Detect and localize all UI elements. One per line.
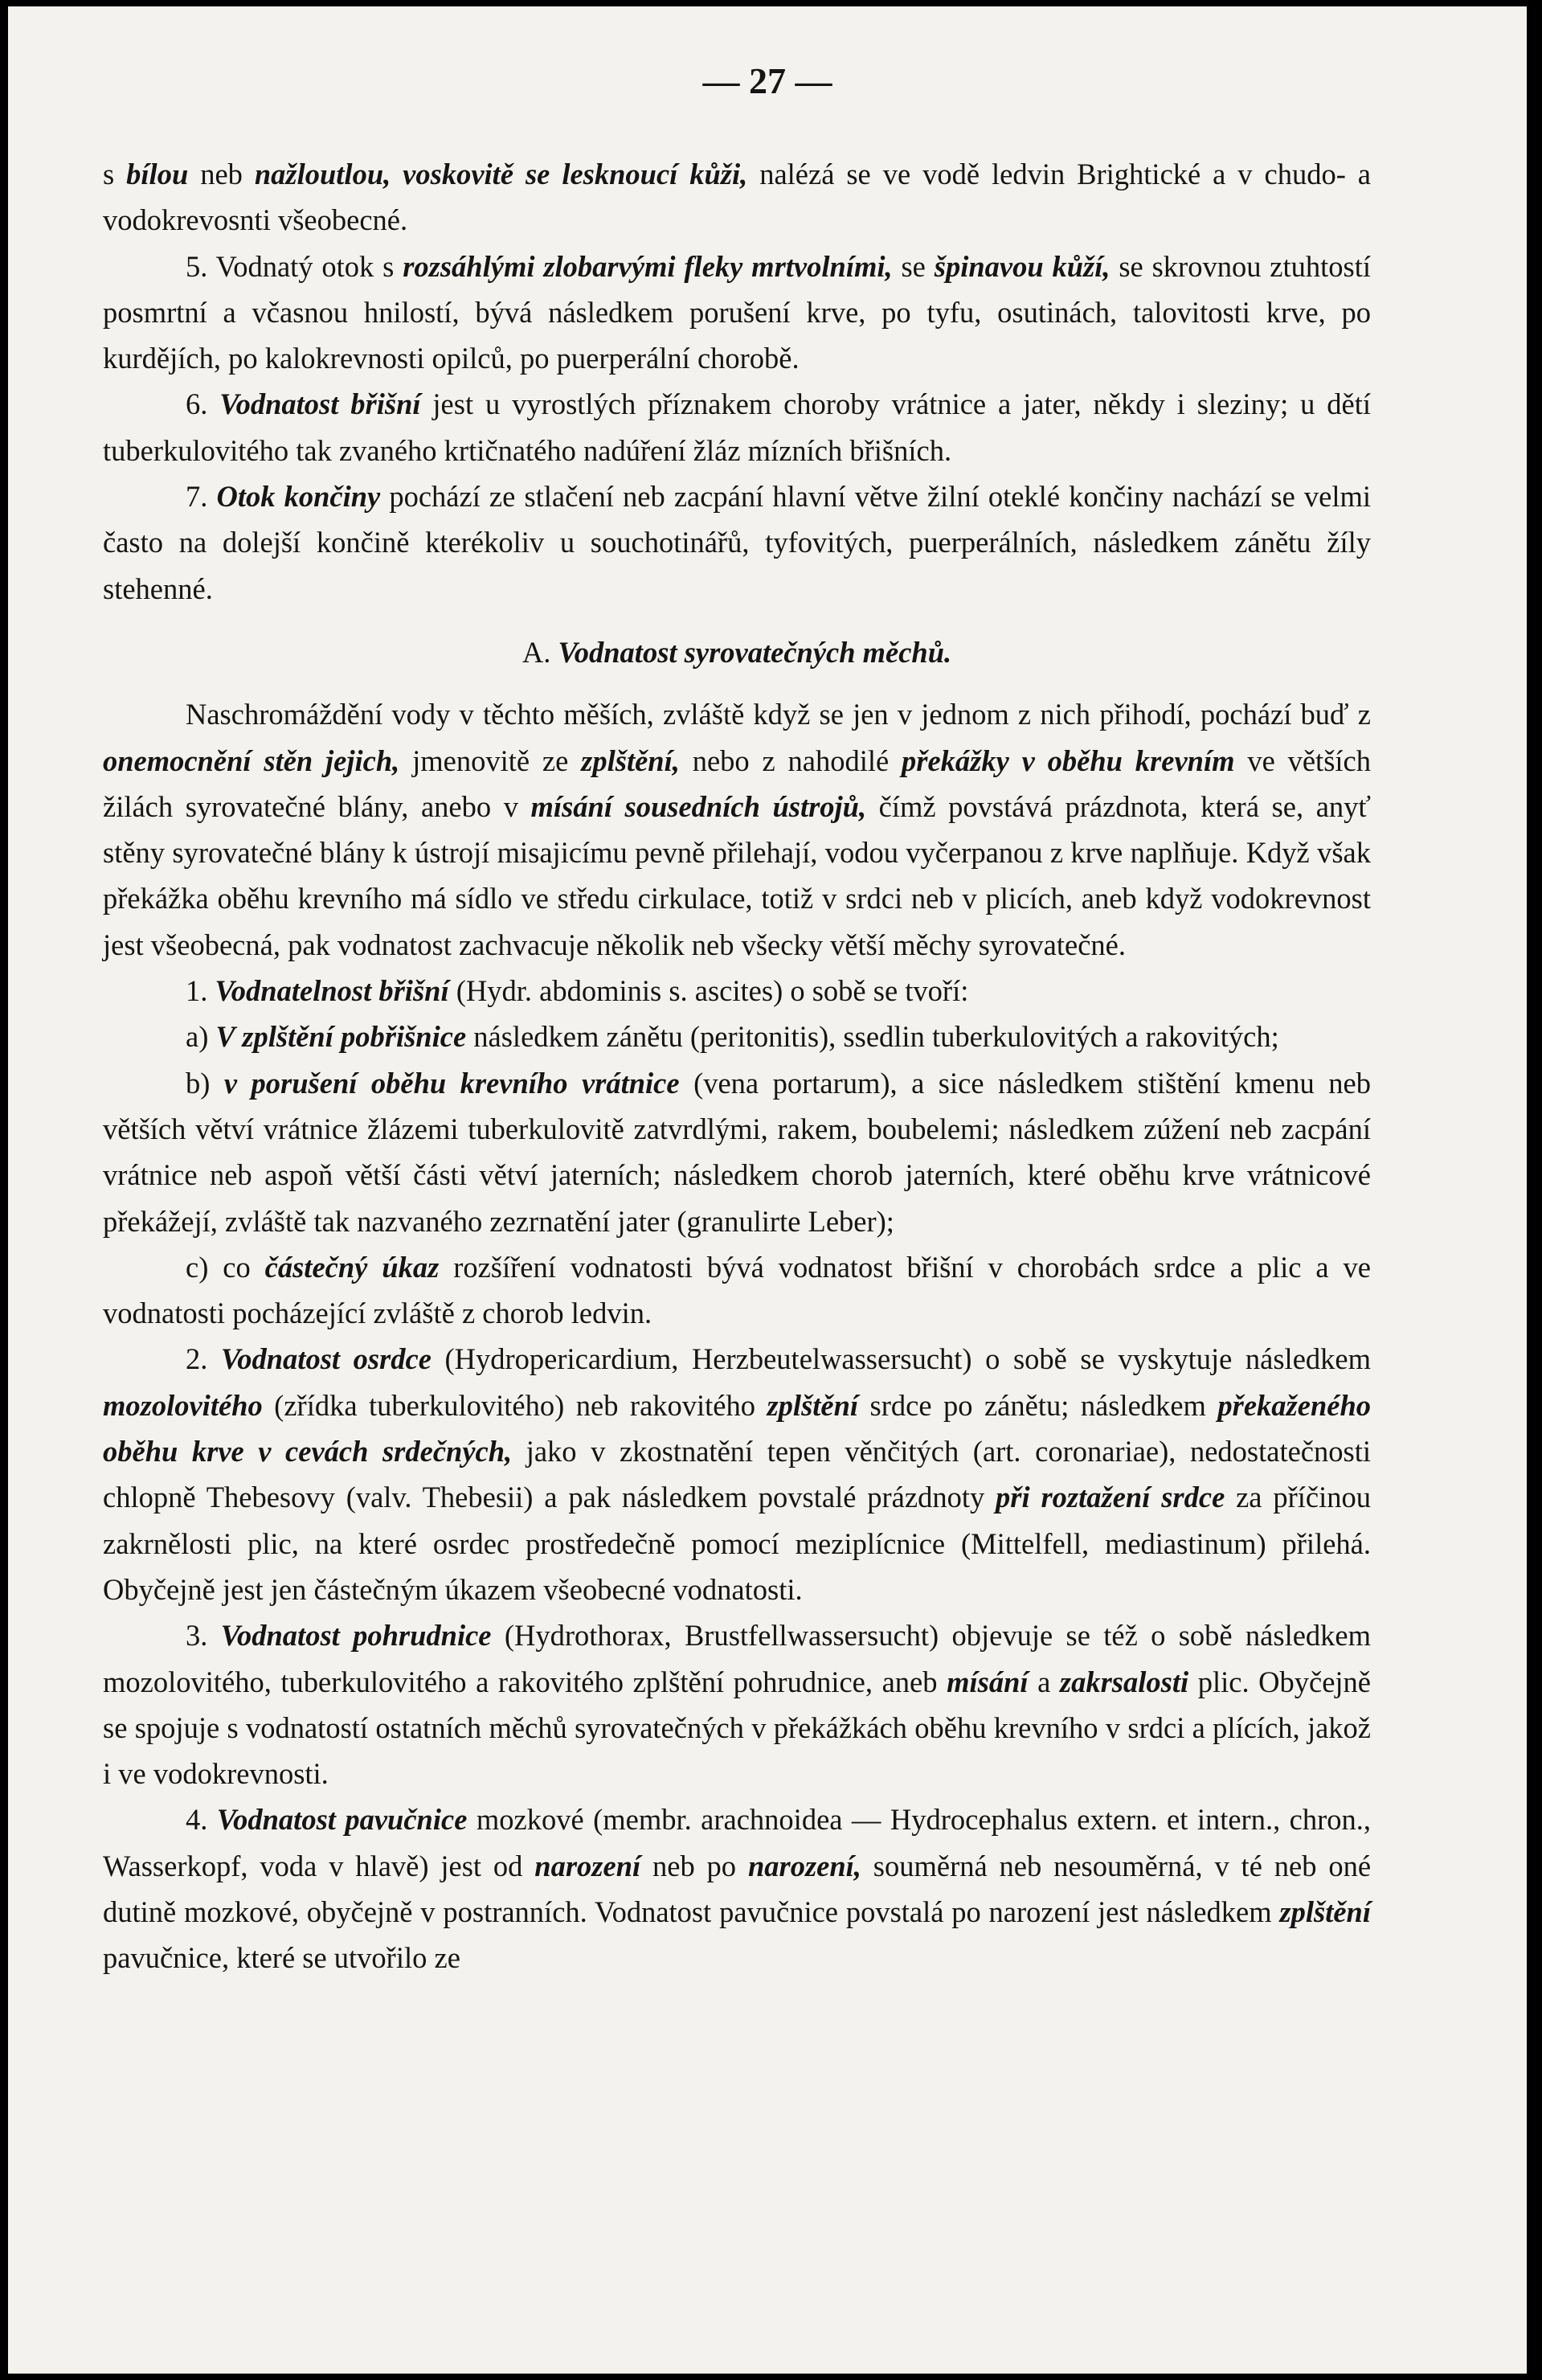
text-run: ve větších žilách syrovatečné blány, anebo v bbox=[103, 743, 1371, 823]
text-run: jmenovitě ze bbox=[399, 743, 582, 777]
section-heading bbox=[103, 629, 1371, 675]
emphasis-run: mísání bbox=[947, 1665, 1029, 1698]
paragraph bbox=[103, 1060, 1371, 1244]
text-run: následkem zánětu (peritonitis), ssedlin tuberkulovitých a rakovitých; bbox=[466, 1020, 1279, 1054]
emphasis-run: Vodnatost břišní bbox=[219, 387, 421, 421]
emphasis-run: mísání sousedních ústrojů, bbox=[530, 789, 867, 823]
text-run: srdce po zánětu; následkem bbox=[858, 1388, 1218, 1422]
paragraph bbox=[103, 1612, 1371, 1796]
emphasis-run: částečný úkaz bbox=[264, 1250, 440, 1284]
text-run: nebo z nahodilé bbox=[679, 743, 902, 777]
text-run: souměrná neb nesouměrná, v té neb oné dutině mozkové, obyčejně v postranních. Vodnatost pavučnice povstalá po narození jest následkem bbox=[103, 1849, 1372, 1928]
text-run: Naschromáždění vody v těchto měších, zvláště když se jen v jednom z nich přihodí, pochází buď z bbox=[186, 698, 1371, 731]
emphasis-run: zplštění, bbox=[581, 743, 680, 777]
page-sheet bbox=[8, 6, 1527, 2374]
page-number: — 27 — bbox=[702, 60, 832, 101]
paragraph bbox=[103, 1336, 1371, 1612]
paragraph bbox=[103, 691, 1371, 968]
text-run: s bbox=[103, 158, 127, 190]
emphasis-run: překaženého oběhu krve v cevách srdečných, bbox=[103, 1388, 1371, 1469]
text-run: (Hydrothorax, Brustfellwassersucht) objevuje se též o sobě následkem mozolovitého, tuberkulovitého a rakovitého zplštění pohrudnice, aneb bbox=[103, 1619, 1372, 1698]
text-run: čímž povstává prázdnota, která se, anyť stěny syrovatečné blány k ústrojí misajicímu pevně přilehají, vodou vyčerpanou z krve naplňuje. Když však překážka oběhu krevního má sídlo ve středu cirkulace, totiž v srdci neb v plicích, aneb když vodokrevnost jest všeobecná, pak vodnatost zachvacuje několik neb všecky větší měchy syrovatečné. bbox=[103, 789, 1371, 961]
paragraph bbox=[103, 151, 1371, 244]
text-run: plic. Obyčejně se spojuje s vodnatostí ostatních měchů syrovatečných v překážkách oběhu krevního v srdci a plících, jakož i ve vodokrevnosti. bbox=[103, 1665, 1372, 1791]
paragraph bbox=[103, 968, 1371, 1014]
emphasis-run: narození bbox=[534, 1849, 641, 1882]
emphasis-run: Vodnatost osrdce bbox=[220, 1342, 432, 1376]
emphasis-run: rozsáhlými zlobarvými fleky mrtvolními, bbox=[403, 249, 893, 283]
emphasis-run: zplštění bbox=[767, 1388, 859, 1422]
emphasis-run: mozolovitého bbox=[103, 1388, 263, 1422]
emphasis-run: onemocnění stěn jejich, bbox=[103, 743, 400, 777]
text-run: (Hydropericardium, Herzbeutelwassersucht) o sobě se vyskytuje následkem bbox=[431, 1342, 1371, 1376]
emphasis-run: bílou bbox=[126, 158, 189, 190]
text-run: se skrovnou ztuhtostí posmrtní a včasnou hnilostí, bývá následkem porušení krve, po tyfu, osutinách, talovitosti krve, po kurdějích, po kalokrevnosti opilců, po puerperální chorobě. bbox=[103, 249, 1372, 375]
text-run: 4. bbox=[186, 1803, 217, 1837]
text-run: neb po bbox=[640, 1849, 748, 1882]
text-run: 1. bbox=[186, 974, 215, 1008]
emphasis-run: překážky v oběhu krevním bbox=[902, 743, 1235, 777]
text-run: nalézá se ve vodě ledvin Brightické a v chudo- a vodokrevosnti všeobecné. bbox=[103, 158, 1371, 237]
text-run: za příčinou zakrnělosti plic, na které osrdec prostředečně pomocí meziplícnice (Mittelfell, mediastinum) přilehá. Obyčejně jest jen částečným úkazem všeobecné vodnatosti. bbox=[103, 1481, 1371, 1606]
text-run: pavučnice, které se utvořilo ze bbox=[103, 1941, 460, 1975]
text-run: se bbox=[892, 249, 935, 283]
emphasis-run: nažloutlou, voskovitě se lesknoucí kůži, bbox=[254, 158, 748, 190]
text-run: c) co bbox=[186, 1250, 265, 1284]
text-run: (Hydr. abdominis s. ascites) o sobě se tvoří: bbox=[448, 974, 969, 1008]
paragraph bbox=[103, 381, 1371, 473]
paragraph bbox=[103, 1244, 1371, 1337]
text-run: a bbox=[1028, 1665, 1060, 1698]
text-run: a) bbox=[186, 1020, 216, 1054]
text-run: 5. Vodnatý otok s bbox=[186, 249, 403, 283]
text-run: jest u vyrostlých příznakem choroby vrátnice a jater, někdy i sleziny; u dětí tuberkulovitého tak zvaného krtičnatého nadúření žláz mízních břišních. bbox=[103, 387, 1372, 467]
emphasis-run: při roztažení srdce bbox=[996, 1481, 1225, 1514]
emphasis-run: Vodnatost pavučnice bbox=[216, 1803, 468, 1837]
paragraph bbox=[103, 1014, 1371, 1059]
emphasis-run: Otok končiny bbox=[216, 480, 381, 514]
text-run: jako v zkostnatění tepen věnčitých (art. coronariae), nedostatečnosti chlopně Thebesovy (valv. Thebesii) a pak následkem povstalé prázdnoty bbox=[103, 1435, 1371, 1514]
text-run: 3. bbox=[186, 1619, 221, 1653]
text-run: mozkové (membr. arachnoidea — Hydrocephalus extern. et intern., chron., Wasserkopf, voda v hlavě) jest od bbox=[103, 1803, 1372, 1882]
emphasis-run: V zplštění pobřišnice bbox=[215, 1020, 467, 1054]
text-run: (vena portarum), a sice následkem stištění kmenu neb větších větví vrátnice žlázemi tuberkulovitě zatvrdlými, rakem, boubelemi; následkem zúžení neb zacpání vrátnice neb aspoň větší části větví jaterních; následkem chorob jaterních, které oběhu krve vrátnicové překážejí, zvláště tak nazvaného zezrnatění jater (granulirte Leber); bbox=[103, 1066, 1371, 1238]
text-run: rozšíření vodnatosti bývá vodnatost břišní v chorobách srdce a plic a ve vodnatosti pocházející zvláště z chorob ledvin. bbox=[103, 1250, 1371, 1330]
text-run: (zřídka tuberkulovitého) neb rakovitého bbox=[262, 1388, 767, 1422]
emphasis-run: zplštění bbox=[1279, 1895, 1371, 1928]
text-run: b) bbox=[186, 1066, 224, 1100]
text-run: 2. bbox=[186, 1342, 221, 1376]
paragraph bbox=[103, 244, 1371, 382]
emphasis-run: v porušení oběhu krevního vrátnice bbox=[223, 1066, 680, 1100]
emphasis-run: Vodnatost syrovatečných měchů. bbox=[558, 635, 952, 669]
emphasis-run: Vodnatost pohrudnice bbox=[220, 1619, 492, 1653]
text-run: A. bbox=[521, 635, 558, 669]
text-run: 7. bbox=[186, 480, 217, 514]
paragraph bbox=[103, 1796, 1371, 1981]
text-run: neb bbox=[188, 158, 255, 190]
paragraph bbox=[103, 473, 1371, 612]
emphasis-run: Vodnatelnost břišní bbox=[215, 974, 449, 1008]
text-run: 6. bbox=[186, 387, 220, 421]
text-run: pochází ze stlačení neb zacpání hlavní větve žilní oteklé končiny nachází se velmi často na dolejší končině kterékoliv u souchotinářů, tyfovitých, puerperálních, následkem zánětu žíly stehenné. bbox=[103, 480, 1371, 605]
emphasis-run: špinavou kůží, bbox=[934, 249, 1110, 283]
emphasis-run: zakrsalosti bbox=[1059, 1665, 1189, 1698]
page-body bbox=[103, 151, 1371, 1981]
emphasis-run: narození, bbox=[747, 1849, 861, 1882]
